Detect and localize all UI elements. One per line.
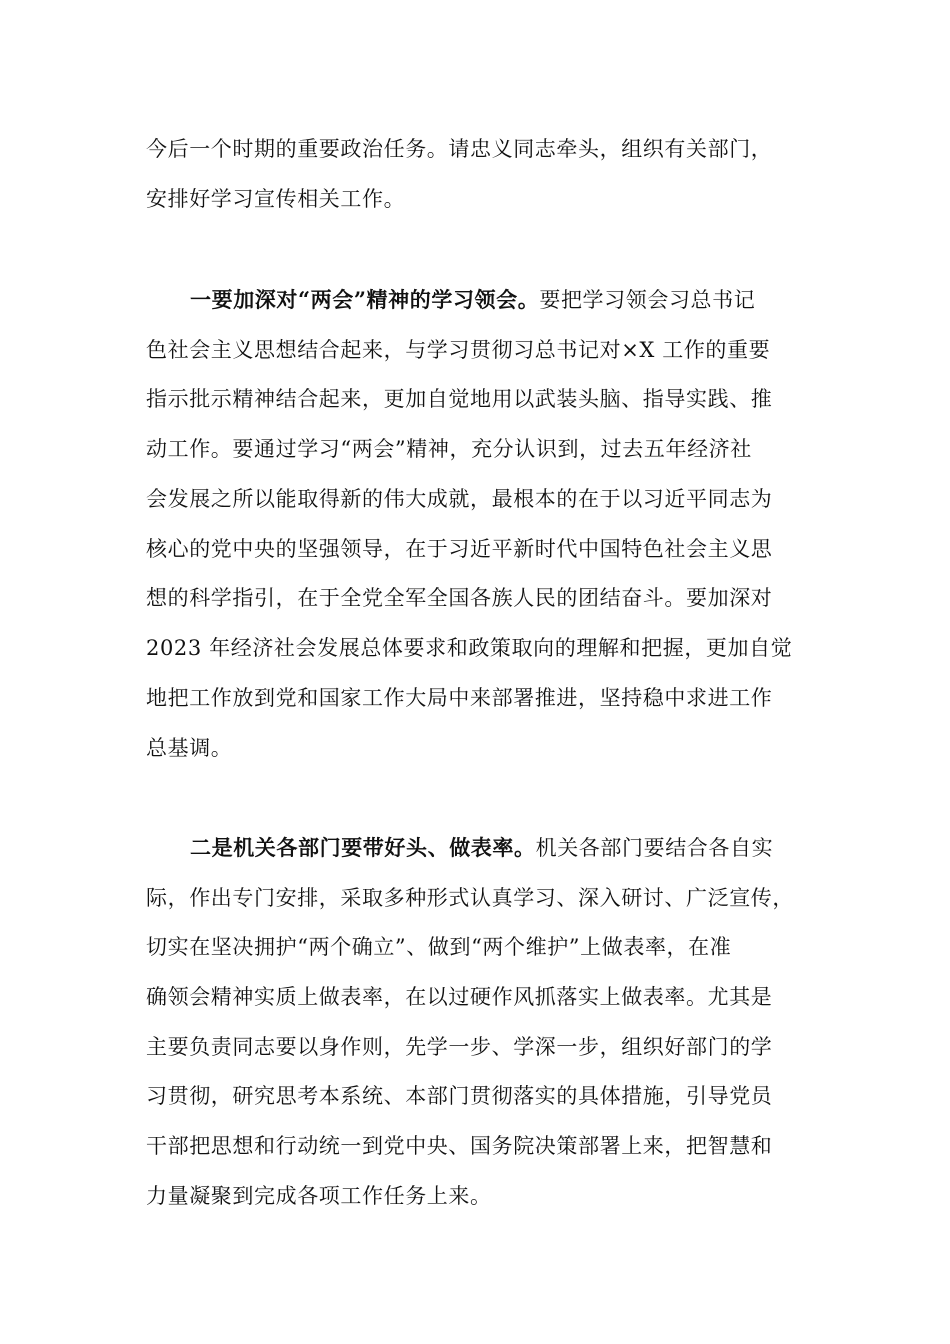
section2-first-line-text: 机关各部门要结合各自实	[535, 836, 774, 860]
section2-line-4: 确领会精神实质上做表率，在以过硬作风抓落实上做表率。尤其是	[146, 985, 773, 1009]
section2-heading: 二是机关各部门要带好头、做表率。	[190, 835, 536, 860]
section1-line-3: 指示批示精神结合起来，更加自觉地用以武装头脑、指导实践、推	[146, 387, 773, 411]
section1-line-5: 会发展之所以能取得新的伟大成就，最根本的在于以习近平同志为	[146, 487, 773, 511]
section1-first-line	[190, 286, 755, 314]
section2-line-7: 干部把思想和行动统一到党中央、国务院决策部署上来，把智慧和	[146, 1134, 773, 1158]
section2-line-3: 切实在坚决拥护“两个确立”、做到“两个维护”上做表率，在准	[146, 935, 732, 959]
intro-line-1: 今后一个时期的重要政治任务。请忠义同志牵头，组织有关部门，	[146, 137, 773, 161]
section1-line-7: 想的科学指引，在于全党全军全国各族人民的团结奋斗。要加深对	[146, 586, 773, 610]
section2-line-6: 习贯彻，研究思考本系统、本部门贯彻落实的具体措施，引导党员	[146, 1084, 773, 1108]
section1-line-8: 2023 年经济社会发展总体要求和政策取向的理解和把握，更加自觉	[146, 636, 793, 660]
section1-line-2: 色社会主义思想结合起来，与学习贯彻习总书记对×X 工作的重要	[146, 338, 771, 362]
section2-line-8: 力量凝聚到完成各项工作任务上来。	[146, 1184, 492, 1208]
intro-line-2: 安排好学习宣传相关工作。	[146, 187, 406, 211]
section1-line-4: 动工作。要通过学习“两会”精神，充分认识到，过去五年经济社	[146, 437, 752, 461]
section2-line-5: 主要负责同志要以身作则，先学一步、学深一步，组织好部门的学	[146, 1035, 773, 1059]
section1-line-10: 总基调。	[146, 736, 233, 760]
section1-line-9: 地把工作放到党和国家工作大局中来部署推进，坚持稳中求进工作	[146, 686, 773, 710]
section1-line-6: 核心的党中央的坚强领导，在于习近平新时代中国特色社会主义思	[146, 537, 773, 561]
section1-first-line-text: 要把学习领会习总书记	[539, 288, 756, 312]
section2-line-2: 际，作出专门安排，采取多种形式认真学习、深入研讨、广泛宣传，	[146, 886, 794, 910]
section2-first-line	[190, 834, 773, 862]
section1-heading: 一要加深对“两会”精神的学习领会。	[190, 287, 540, 312]
